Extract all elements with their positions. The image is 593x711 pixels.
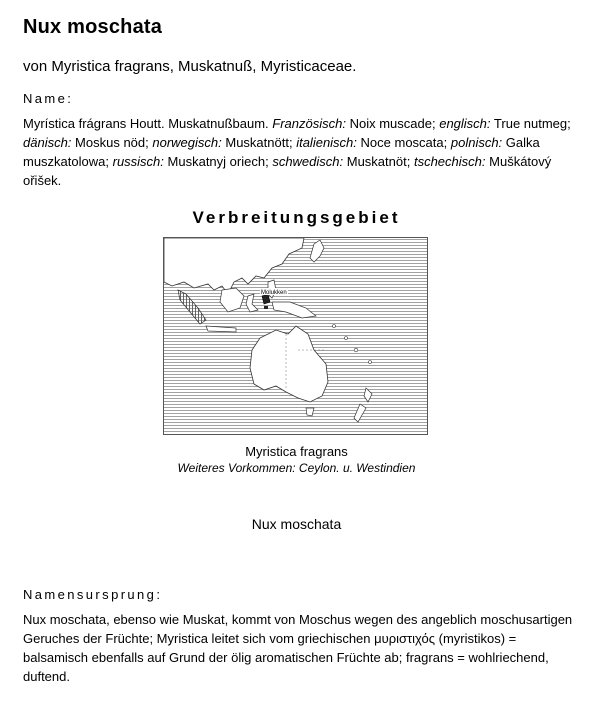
distribution-map bbox=[163, 237, 428, 435]
lang-name: Moskus nöd; bbox=[75, 135, 149, 150]
origin-section-label: Namensursprung: bbox=[23, 587, 163, 602]
lang-label: polnisch: bbox=[450, 135, 503, 150]
lang-name: Muskatnött; bbox=[225, 135, 293, 150]
lang-label: dänisch: bbox=[23, 135, 72, 150]
lang-label: tschechisch: bbox=[413, 154, 486, 169]
lang-name: True nutmeg; bbox=[493, 116, 571, 131]
distribution-map-image bbox=[164, 238, 427, 434]
botanical-name: Myrística frágrans Houtt. Muskatnußbaum. bbox=[23, 116, 269, 131]
page-title: Nux moschata bbox=[23, 16, 163, 38]
map-note: Weiteres Vorkommen: Ceylon. u. Westindien bbox=[177, 461, 416, 475]
lang-label: schwedisch: bbox=[272, 154, 344, 169]
lang-name: Muskatnöt; bbox=[346, 154, 411, 169]
molukken-label: Molukken bbox=[261, 290, 287, 296]
name-section-label: Name: bbox=[23, 91, 74, 106]
name-paragraph bbox=[23, 114, 575, 190]
origin-paragraph: Nux moschata, ebenso wie Muskat, kommt von Moschus wegen des angeblich moschusartigen Geruches der Früchte; Myristica leitet sich vom griechischen μυριστιχός (myristikos) = balsamisch ebenfalls auf Grund der ölig aromatischen Früchte ab; fragrans = wohlriechend, duftend. bbox=[23, 612, 573, 684]
lang-label: norwegisch: bbox=[152, 135, 222, 150]
lang-name: Galka muszkatolowa; bbox=[23, 135, 540, 169]
lang-name: Noce moscata; bbox=[360, 135, 448, 150]
map-caption: Myristica fragrans bbox=[245, 444, 348, 459]
lang-name: Noix muscade; bbox=[349, 116, 436, 131]
lang-label: englisch: bbox=[439, 116, 491, 131]
lang-label: italienisch: bbox=[296, 135, 357, 150]
image-caption: Nux moschata bbox=[251, 516, 342, 532]
lang-label: russisch: bbox=[112, 154, 164, 169]
lang-label: Französisch: bbox=[272, 116, 346, 131]
lang-name: Muškátový ořišek. bbox=[23, 154, 552, 188]
map-title: Verbreitungsgebiet bbox=[192, 208, 401, 227]
lang-name: Muskatnyj oriech; bbox=[167, 154, 269, 169]
subtitle: von Myristica fragrans, Muskatnuß, Myristicaceae. bbox=[23, 58, 357, 75]
